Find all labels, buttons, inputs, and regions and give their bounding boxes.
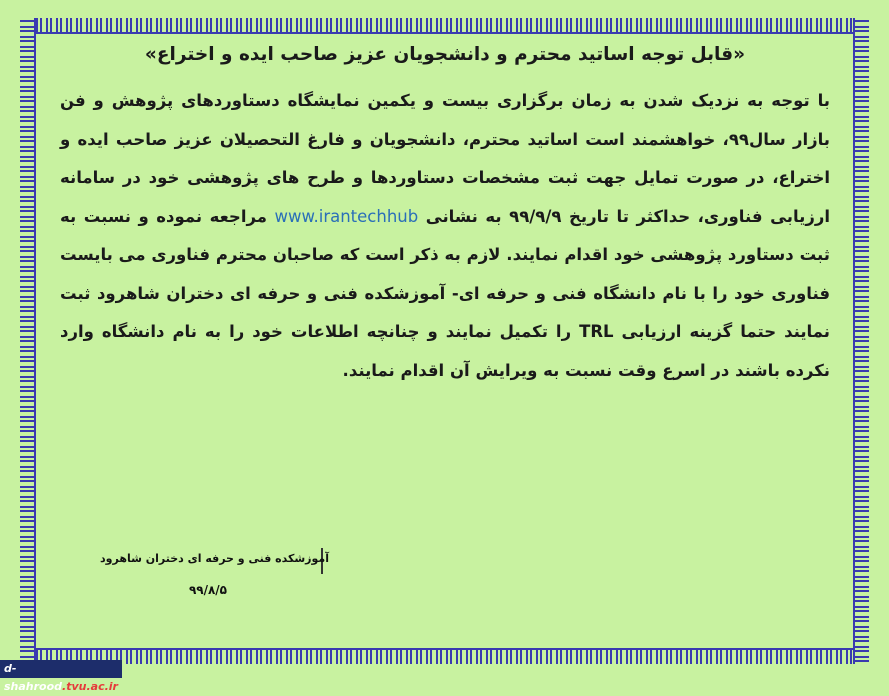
signature: آموزشکده فنی و حرفه ای دختران شاهرود (100, 552, 329, 565)
watermark (0, 660, 122, 693)
watermark-accent: .tvu.ac.ir (62, 680, 118, 693)
body-text-1: با توجه به نزدیک شدن به زمان برگزاری بیست و یکمین نمایشگاه دستاوردهای پژوهش و فن بازار سال۹۹، خواهشمند است اساتید محترم، دانشجویان و فارغ التحصیلان عزیز صاحب ایده و اختراع، در صورت تمایل جهت ثبت مشخصات دستاوردها و طرح های پژوهشی خود در سامانه ارزیابی فناوری، حداکثر تا تاریخ ۹۹/۹/۹ به نشانی (60, 91, 831, 226)
border-bottom (20, 648, 869, 664)
announcement (60, 38, 830, 390)
announcement-body (60, 82, 830, 390)
border-top (20, 18, 869, 34)
body-text-3: را تکمیل نمایند و چنانچه اطلاعات خود را به نام دانشگاه وارد نکرده باشند در اسرع وقت نسبت به ویرایش آن اقدام نمایند. (60, 322, 830, 380)
date: ۹۹/۸/۵ (188, 583, 227, 597)
body-text-bold: گزینه ارزیابی TRL (579, 322, 733, 341)
border-right (853, 18, 869, 664)
border-left (20, 18, 36, 664)
body-text-2: مراجعه نموده و نسبت به ثبت دستاورد پژوهشی خود اقدام نمایند. لازم به ذکر است که صاحبان محترم فناوری می بایست فناوری خود را با نام دانشگاه فنی و حرفه ای- آموزشکده فنی و حرفه ای دختران شاهرود ثبت نمایند حتما (60, 206, 831, 341)
website-link[interactable]: www.irantechhub (274, 206, 419, 226)
watermark-prefix: d-shahrood (4, 662, 63, 693)
page-title: «قابل توجه اساتید محترم و دانشجویان عزیز صاحب ایده و اختراع» (144, 44, 746, 65)
